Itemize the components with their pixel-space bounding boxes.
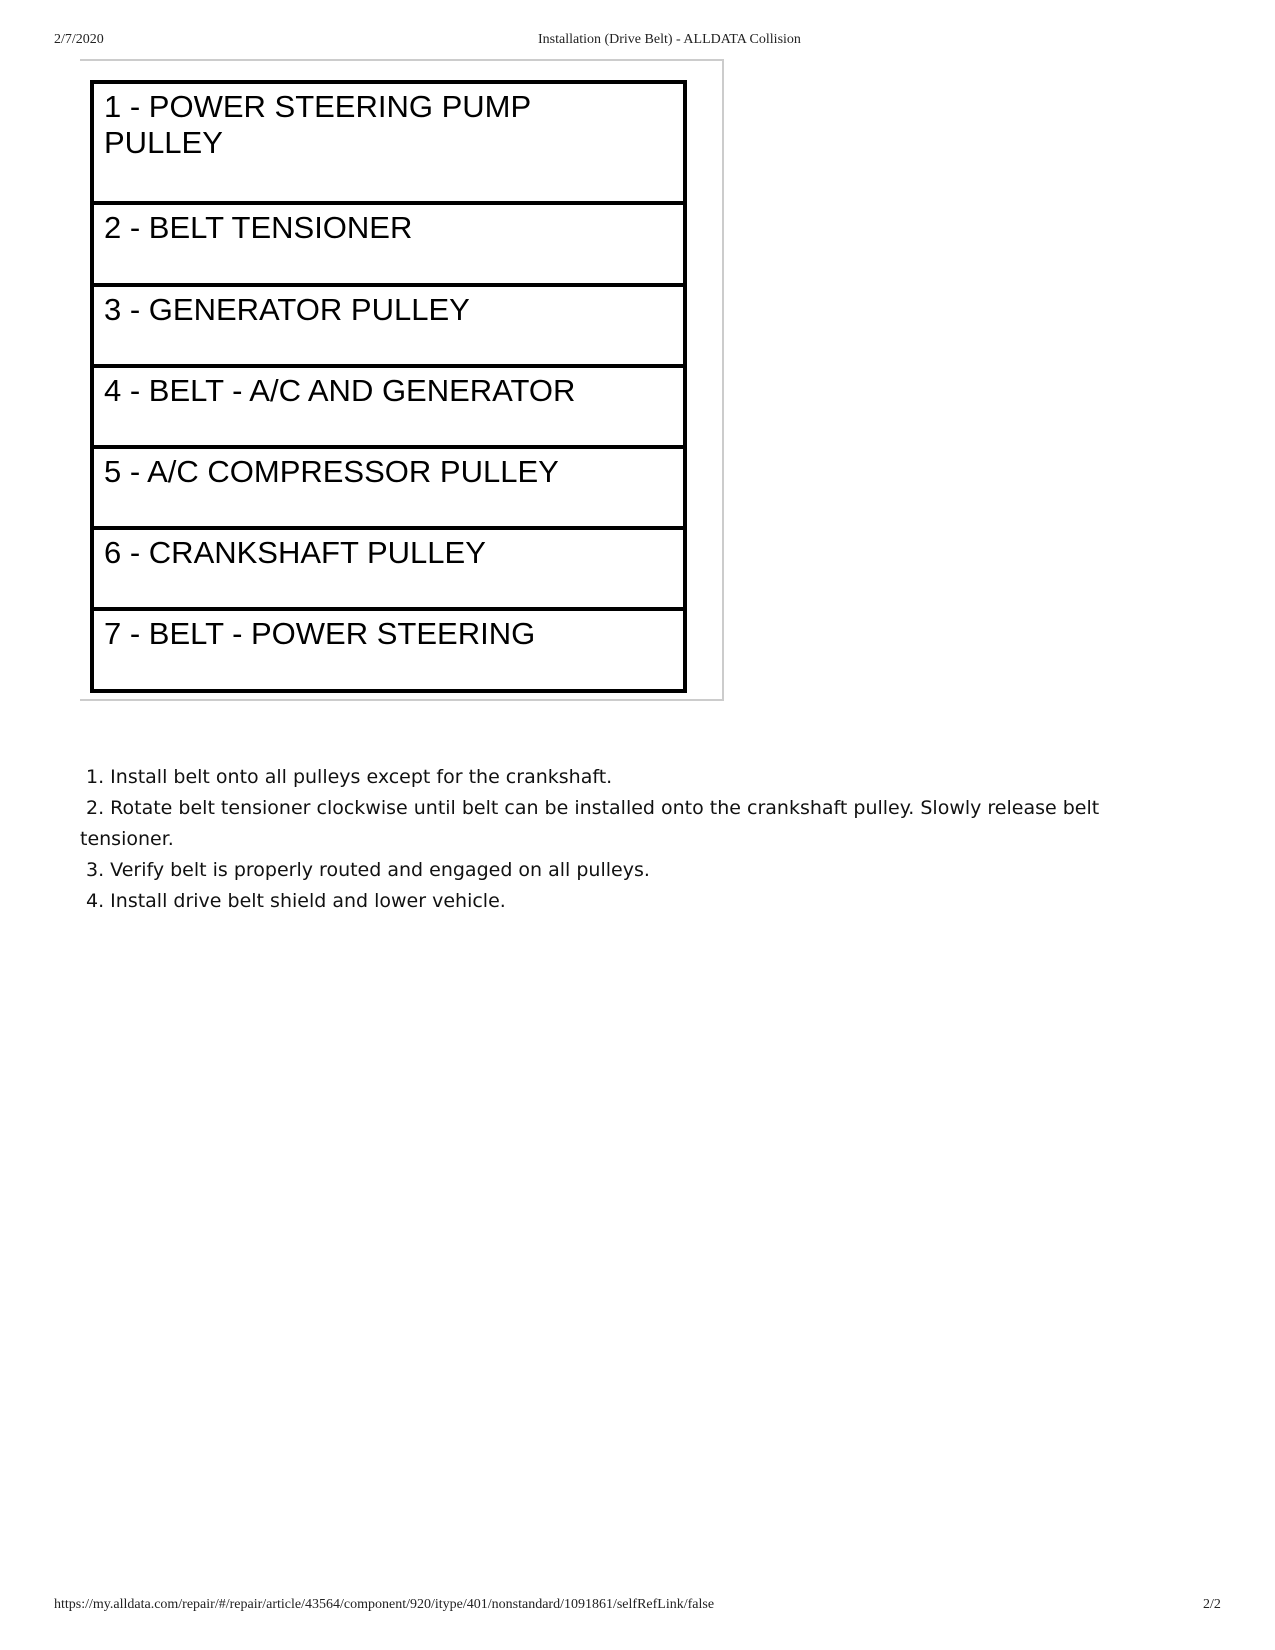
footer-url: https://my.alldata.com/repair/#/repair/article/43564/component/920/itype/401/nonstandard/1091861/selfRefLink/false <box>54 1597 715 1612</box>
page-title: Installation (Drive Belt) - ALLDATA Collision <box>538 32 801 47</box>
legend-row: 6 - CRANKSHAFT PULLEY <box>94 530 683 611</box>
legend-row: 2 - BELT TENSIONER <box>94 205 683 287</box>
legend-row: 4 - BELT - A/C AND GENERATOR <box>94 368 683 449</box>
print-date: 2/7/2020 <box>54 32 104 47</box>
step: 3. Verify belt is properly routed and engaged on all pulleys. <box>86 859 650 881</box>
legend-row: 1 - POWER STEERING PUMP PULLEY <box>104 89 531 160</box>
step: 1. Install belt onto all pulleys except for the crankshaft. <box>86 766 613 788</box>
legend-row: 7 - BELT - POWER STEERING <box>94 611 683 693</box>
installation-steps <box>80 762 1160 917</box>
legend-table <box>90 80 687 693</box>
step: 2. Rotate belt tensioner clockwise until belt can be installed onto the crankshaft pulley. Slowly release belt tensioner. <box>80 797 1100 850</box>
page-number: 2/2 <box>1203 1597 1221 1612</box>
step: 4. Install drive belt shield and lower vehicle. <box>86 890 506 912</box>
legend-row: 3 - GENERATOR PULLEY <box>94 287 683 368</box>
legend-row: 5 - A/C COMPRESSOR PULLEY <box>94 449 683 530</box>
